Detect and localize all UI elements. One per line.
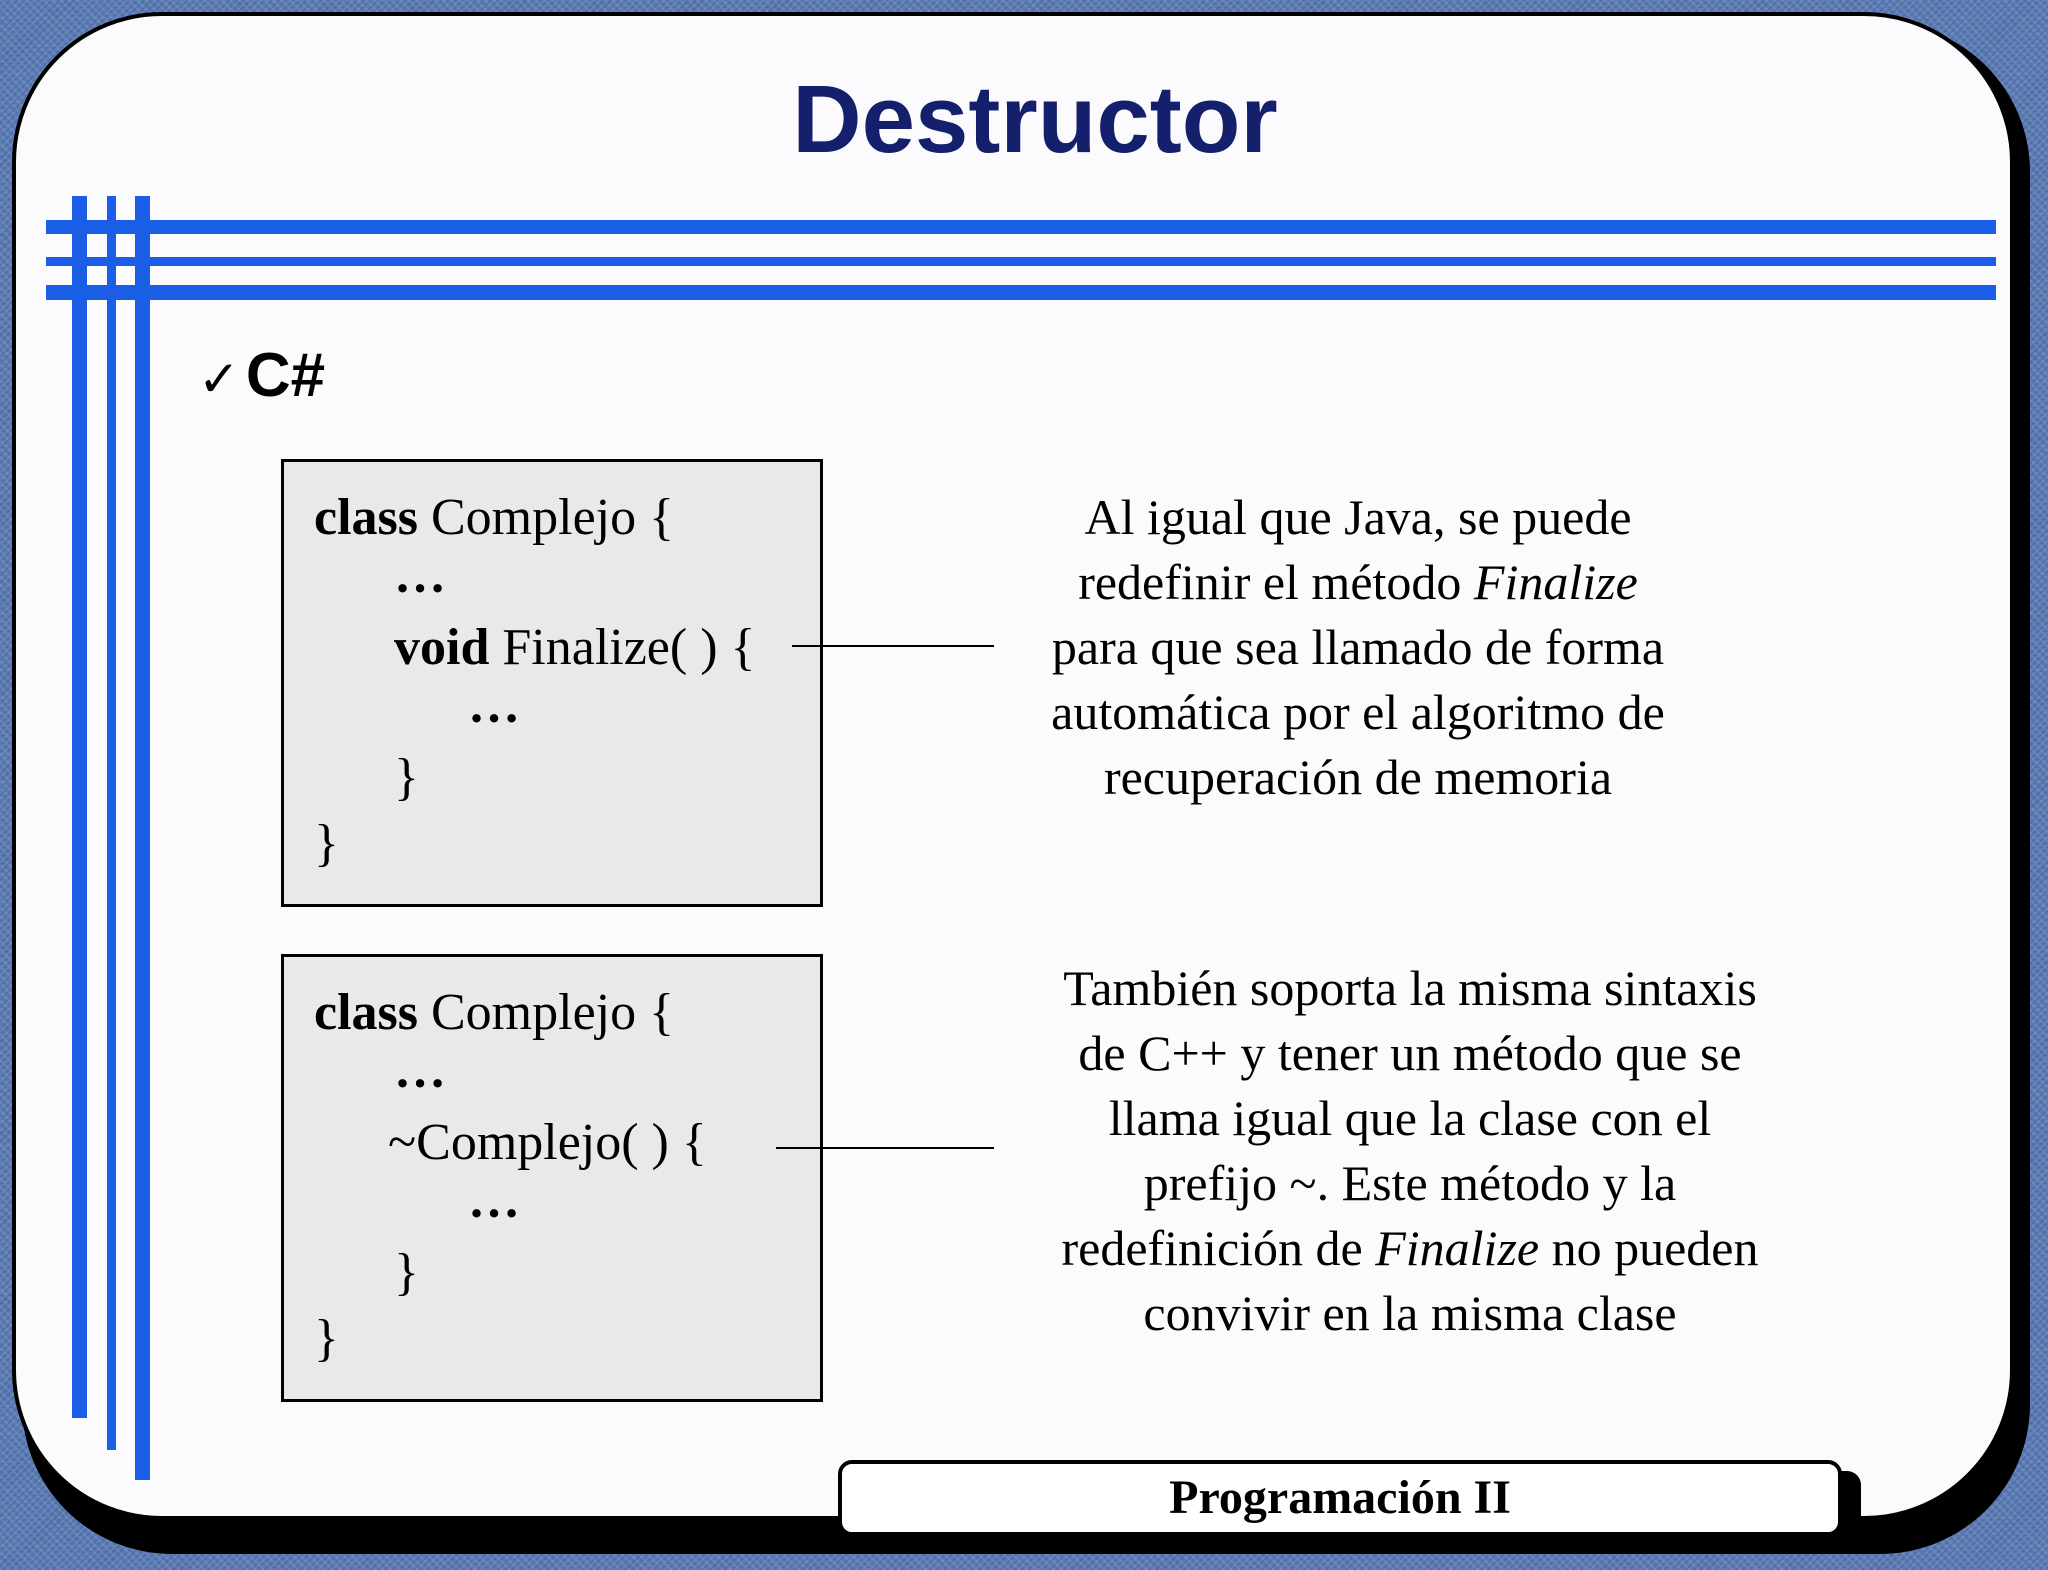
description-line: para que sea llamado de forma [1051,619,1665,675]
code-line [314,984,675,1041]
code-line: } [314,815,339,872]
code-box-destructor [281,954,823,1402]
code-line: } [394,1244,419,1301]
heading-text: C# [245,341,326,410]
code-text: Complejo { [418,489,675,546]
code-line: … [468,1172,520,1229]
description-line: de C++ y tener un método que se [1078,1025,1742,1081]
description-line: redefinición de Finalize no pueden [1061,1220,1759,1276]
stripe-horizontal-1 [46,220,1996,234]
stripe-horizontal-3 [46,285,1996,300]
section-heading [198,341,326,410]
description-line: convivir en la misma clase [1143,1285,1677,1341]
code-text: Complejo { [418,984,675,1041]
connector-line [776,1147,994,1149]
code-keyword: class [314,984,418,1041]
stripe-vertical-2 [107,196,116,1450]
description-line: También soporta la misma sintaxis [1063,960,1757,1016]
code-line: } [394,749,419,806]
italic-term: Finalize [1375,1220,1540,1276]
description-line: prefijo ~. Este método y la [1143,1155,1677,1211]
slide-title: Destructor [792,66,1278,173]
code-line: } [314,1310,339,1367]
code-text: Finalize( ) { [489,619,756,676]
description-line: recuperación de memoria [1103,749,1613,805]
code-keyword: class [314,489,418,546]
code-line: … [394,1042,446,1099]
code-keyword: void [394,619,490,676]
footer-label: Programación II [838,1460,1842,1536]
description-line: automática por el algoritmo de [1051,684,1665,740]
code-line: … [394,547,446,604]
description-finalize [1004,485,1712,810]
description-line: llama igual que la clase con el [1108,1090,1712,1146]
code-line [314,489,675,546]
description-destructor [1004,956,1816,1346]
code-line [394,619,756,676]
code-line: ~Complejo( ) { [388,1114,707,1171]
italic-term: Finalize [1473,554,1638,610]
connector-line [792,645,994,647]
checkmark-icon: ✓ [198,350,240,408]
description-line: redefinir el método Finalize [1078,554,1638,610]
stripe-vertical-1 [72,196,87,1418]
stripe-horizontal-2 [46,257,1996,266]
stripe-vertical-3 [135,196,150,1480]
code-line: … [468,677,520,734]
description-line: Al igual que Java, se puede [1084,489,1632,545]
code-box-finalize [281,459,823,907]
